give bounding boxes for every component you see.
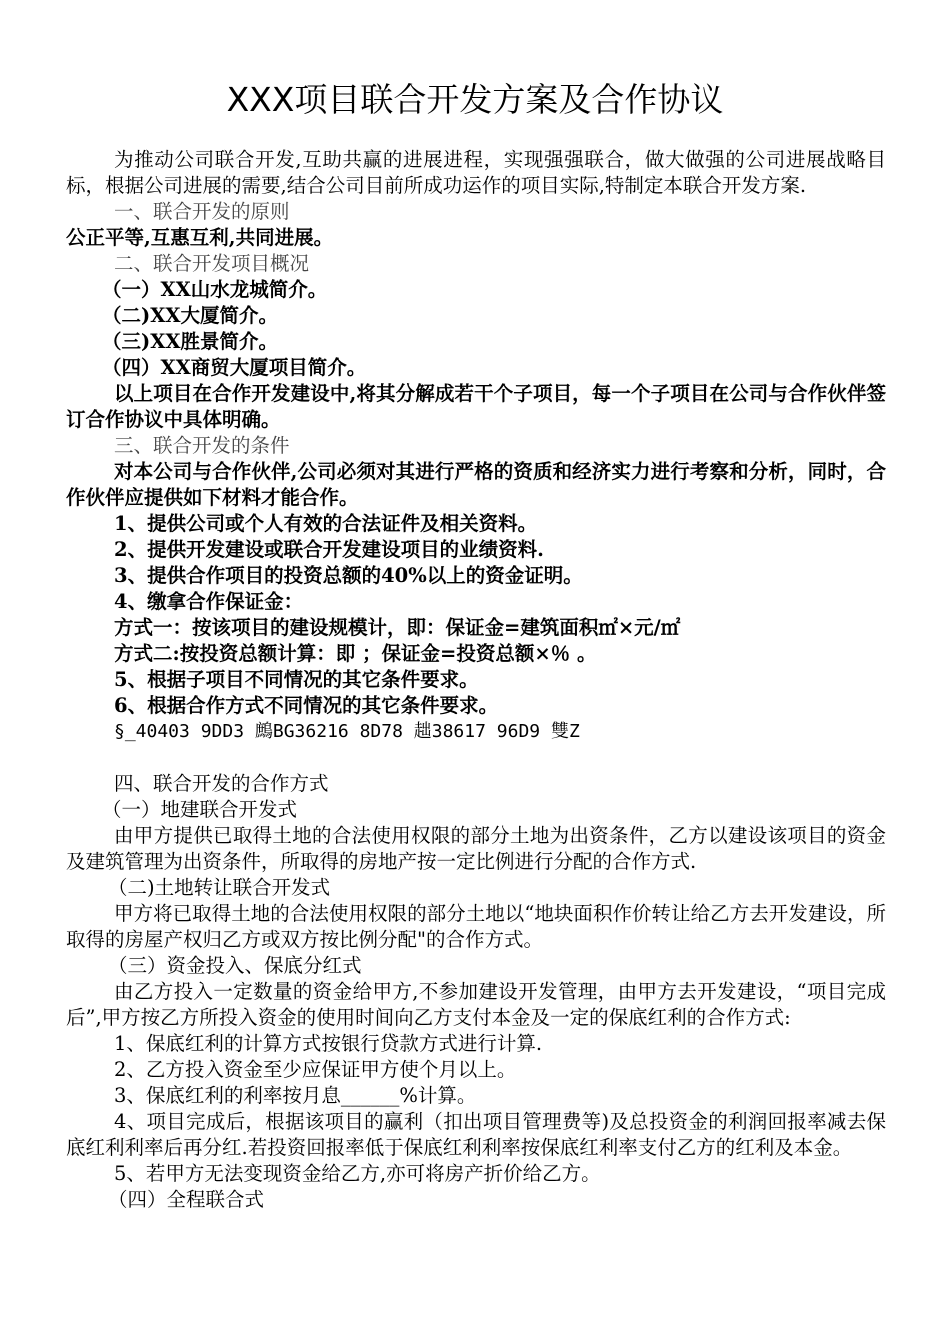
cooperation-mode-1-heading: （一）地建联合开发式 — [102, 798, 298, 821]
intro-paragraph: 为推动公司联合开发,互助共赢的进展进程，实现强强联合，做大做强的公司进展战略目标，根据公司进展的需要,结合公司目前所成功运作的项目实际,特制定本联合开发方案. — [66, 148, 886, 197]
section-heading-overview: 二、联合开发项目概况 — [114, 252, 310, 275]
project-item-1: （一）XX山水龙城简介。 — [102, 278, 328, 301]
cooperation-mode-4-heading: （四）全程联合式 — [108, 1188, 265, 1211]
dividend-item-4: 4、项目完成后，根据该项目的赢利（扣出项目管理费等)及总投资金的利润回报率减去保底红利利率后再分红.若投资回报率低于保底红利利率按保底红利率支付乙方的红利及本金。 — [66, 1110, 886, 1159]
deposit-method-1: 方式一：按该项目的建设规模计，即：保证金=建筑面积㎡×元/㎡ — [114, 616, 681, 639]
project-item-3: （三)XX胜景简介。 — [102, 330, 278, 353]
condition-item-1: 1、提供公司或个人有效的合法证件及相关资料。 — [114, 512, 538, 535]
condition-item-3: 3、提供合作项目的投资总额的40%以上的资金证明。 — [114, 564, 583, 587]
section-heading-principles: 一、联合开发的原则 — [114, 200, 290, 223]
cooperation-mode-2-text: 甲方将已取得土地的合法使用权限的部分土地以“地块面积作价转让给乙方去开发建设，所取得的房屋产权归乙方或双方按比例分配"的合作方式。 — [66, 902, 886, 951]
project-item-2: （二)XX大厦简介。 — [102, 304, 278, 327]
section-heading-conditions: 三、联合开发的条件 — [114, 434, 290, 457]
dividend-item-5: 5、若甲方无法变现资金给乙方,亦可将房产折价给乙方。 — [114, 1162, 601, 1185]
section-heading-cooperation: 四、联合开发的合作方式 — [114, 772, 329, 795]
condition-item-4: 4、缴拿合作保证金： — [114, 590, 304, 613]
principles-text: 公正平等,互惠互利,共同进展。 — [66, 226, 334, 249]
cooperation-mode-3-text: 由乙方投入一定数量的资金给甲方,不参加建设开发管理，由甲方去开发建设，“项目完成后”,甲方按乙方所投入资金的使用时间向乙方支付本金及一定的保底红利的合作方式: — [66, 980, 886, 1029]
dividend-item-1: 1、保底红利的计算方式按银行贷款方式进行计算. — [114, 1032, 543, 1055]
garbled-code-line: §_40403 9DD3 鷓BG36216 8D78 趉38617 96D9 雙Z — [114, 721, 580, 742]
condition-item-2: 2、提供开发建设或联合开发建设项目的业绩资料. — [114, 538, 544, 561]
dividend-item-3: 3、保底红利的利率按月息______%计算。 — [114, 1084, 477, 1107]
dividend-item-2: 2、乙方投入资金至少应保证甲方使个月以上。 — [114, 1058, 517, 1081]
project-item-4: （四）XX商贸大厦项目简介。 — [102, 356, 367, 379]
document-title: XXX项目联合开发方案及合作协议 — [226, 80, 724, 119]
document-body — [66, 147, 886, 1213]
cooperation-mode-1-text: 由甲方提供已取得土地的合法使用权限的部分土地为出资条件，乙方以建设该项目的资金及建筑管理为出资条件，所取得的房地产按一定比例进行分配的合作方式. — [66, 824, 886, 873]
projects-note-paragraph: 以上项目在合作开发建设中,将其分解成若干个子项目，每一个子项目在公司与合作伙伴签订合作协议中具体明确。 — [66, 382, 886, 431]
cooperation-mode-2-heading: （二)土地转让联合开发式 — [108, 876, 331, 899]
condition-item-5: 5、根据子项目不同情况的其它条件要求。 — [114, 668, 479, 691]
condition-item-6: 6、根据合作方式不同情况的其它条件要求。 — [114, 694, 499, 717]
blank-line — [66, 745, 886, 771]
conditions-paragraph: 对本公司与合作伙伴,公司必须对其进行严格的资质和经济实力进行考察和分析，同时，合作伙伴应提供如下材料才能合作。 — [66, 460, 886, 509]
deposit-method-2: 方式二:按投资总额计算：即 ；保证金=投资总额×％ 。 — [114, 642, 597, 665]
cooperation-mode-3-heading: （三）资金投入、保底分红式 — [108, 954, 362, 977]
